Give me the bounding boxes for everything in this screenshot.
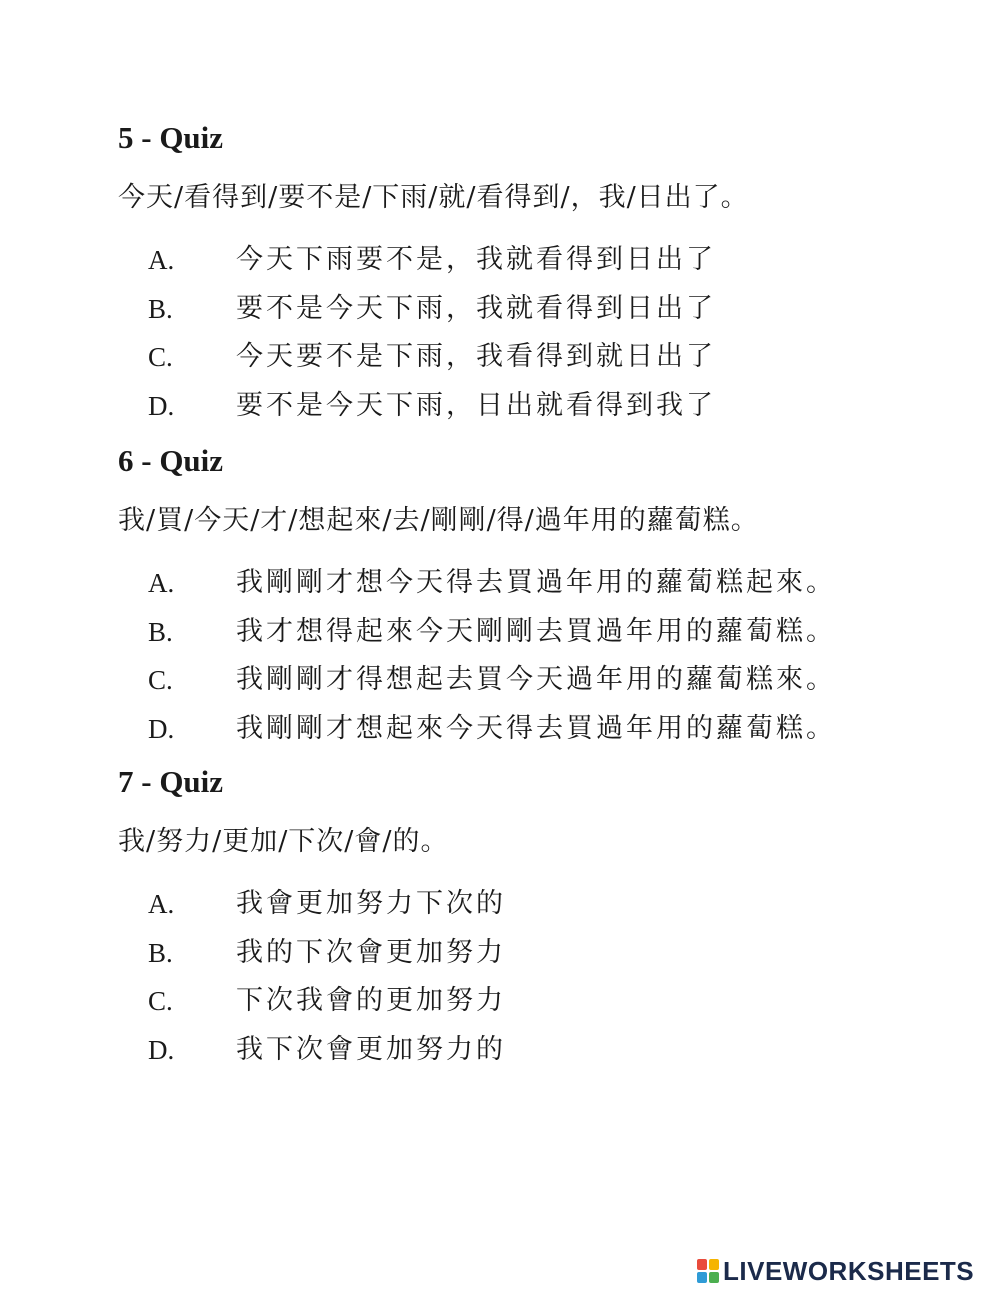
option-text: 今天要不是下雨，我看得到就日出了 [236,341,716,372]
option-list [118,240,938,434]
option-text: 我剛剛才想起來今天得去買過年用的蘿蔔糕。 [236,712,836,744]
option-text: 我會更加努力下次的 [236,888,506,919]
option-letter: B. [148,293,173,324]
logo-square-green [709,1272,719,1283]
option-list [118,563,938,757]
logo-square-red [697,1259,707,1270]
option-b[interactable] [118,289,938,338]
option-letter: A. [148,568,175,598]
option-text: 我下次會更加努力的 [236,1033,506,1065]
option-d[interactable] [118,709,938,758]
option-b[interactable] [118,933,938,982]
option-letter: C. [148,986,173,1016]
option-text: 我剛剛才想今天得去買過年用的蘿蔔糕起來。 [236,567,836,598]
option-letter: A. [148,889,175,919]
quiz-5 [118,120,938,434]
option-b[interactable] [118,612,938,661]
quiz-7 [118,764,938,1078]
option-d[interactable] [118,1030,938,1079]
logo-square-blue [697,1272,707,1283]
option-c[interactable] [118,337,938,386]
option-letter: A. [148,245,175,275]
quiz-title: 5 - Quiz [118,120,224,155]
option-text: 下次我會的更加努力 [236,985,506,1016]
option-c[interactable] [118,660,938,709]
logo-square-yellow [709,1259,719,1270]
liveworksheets-logo-icon [697,1259,719,1283]
option-d[interactable] [118,386,938,435]
quiz-6 [118,443,938,757]
option-letter: C. [148,342,173,372]
option-letter: C. [148,665,173,695]
option-a[interactable] [118,240,938,289]
option-text: 我的下次會更加努力 [236,936,506,968]
option-text: 我剛剛才得想起去買今天過年用的蘿蔔糕來。 [236,664,836,695]
option-c[interactable] [118,981,938,1030]
option-letter: D. [148,390,175,421]
option-letter: D. [148,713,175,744]
quiz-prompt: 我/努力/更加/下次/會/的。 [118,826,449,857]
option-letter: D. [148,1034,175,1065]
quiz-prompt: 今天/看得到/要不是/下雨/就/看得到/，我/日出了。 [118,182,749,213]
option-text: 要不是今天下雨，我就看得到日出了 [236,292,716,324]
option-letter: B. [148,937,173,968]
option-text: 要不是今天下雨，日出就看得到我了 [236,389,716,421]
option-a[interactable] [118,563,938,612]
option-list [118,884,938,1078]
liveworksheets-logo[interactable] [697,1257,974,1285]
quiz-title: 6 - Quiz [118,443,224,478]
option-text: 我才想得起來今天剛剛去買過年用的蘿蔔糕。 [236,615,836,647]
option-text: 今天下雨要不是，我就看得到日出了 [236,244,716,275]
quiz-prompt: 我/買/今天/才/想起來/去/剛剛/得/過年用的蘿蔔糕。 [118,505,759,536]
logo-text: LIVEWORKSHEETS [723,1255,975,1286]
option-letter: B. [148,616,173,647]
quiz-title: 7 - Quiz [118,764,224,799]
option-a[interactable] [118,884,938,933]
